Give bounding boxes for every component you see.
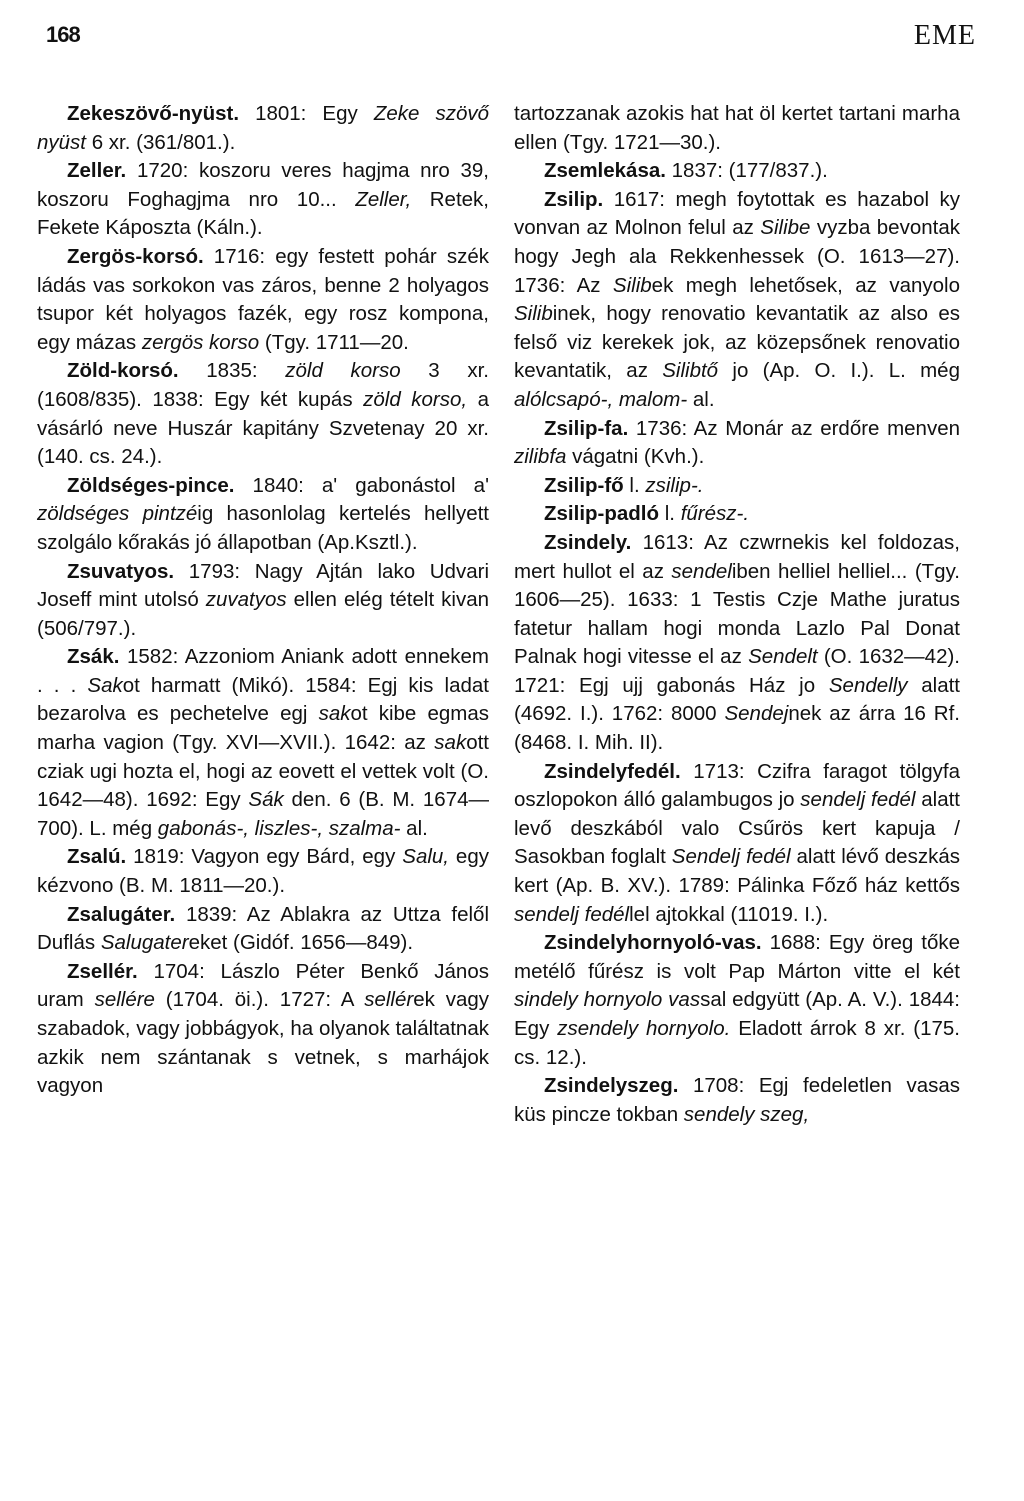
dictionary-entry xyxy=(514,929,960,1072)
entry-headword: Zsilip. xyxy=(544,187,604,211)
entry-text: alatt lévő deszkás kert (Ap. B. XV.). 1789: Pálinka Főző ház kettős xyxy=(514,845,960,898)
entry-headword: Zöldséges-pince. xyxy=(67,473,235,497)
dictionary-entry xyxy=(37,100,489,157)
entry-headword: Zsindely. xyxy=(544,530,632,554)
dictionary-entry xyxy=(514,500,960,529)
entry-text: lel ajtokkal (11019. I.). xyxy=(629,902,829,926)
entry-text: Eladott árrok 8 xr. (175. cs. 12.). xyxy=(514,1017,960,1069)
entry-text: den. 6 (B. M. 1674—700). L. még xyxy=(37,788,490,840)
dictionary-entry xyxy=(37,558,489,644)
entry-text: jo (Ap. O. I.). L. még xyxy=(718,359,960,383)
entry-text: ott cziak ugi hozta el, hogi az eovett el vettek volt (O. 1642—48). 1692: Egy xyxy=(37,731,489,812)
italic-term: Silibe xyxy=(760,216,811,240)
entry-text: 1688: Egy öreg tőke metélő fűrész is volt Pap Márton vitte el két xyxy=(514,931,960,983)
entry-text: (1704. öi.). 1727: A xyxy=(154,988,365,1012)
entry-headword: Zsilip-fő xyxy=(544,473,624,497)
entry-headword: Zöld-korsó. xyxy=(67,359,179,383)
entry-headword: Zsellér. xyxy=(67,959,138,983)
entry-text: 1793: Nagy Ajtán lako Udvari Joseff mint utolsó xyxy=(37,559,489,612)
dictionary-entry xyxy=(37,843,489,900)
entry-headword: Zsilip-padló xyxy=(544,502,660,526)
italic-term: zergös korso xyxy=(141,330,260,354)
dictionary-entry xyxy=(514,415,960,472)
entry-text: 6 xr. (361/801.). xyxy=(86,130,236,154)
entry-headword: Zsalugáter. xyxy=(67,902,176,926)
italic-term: Silib xyxy=(612,273,652,297)
dictionary-entry xyxy=(37,357,489,471)
italic-term: sendelj fedél xyxy=(800,788,916,812)
entry-text: al. xyxy=(687,387,715,411)
dictionary-entry xyxy=(37,643,489,843)
entry-text: a vásárló neve Huszár kapitány Szvetenay 20 xr. (140. cs. 24.). xyxy=(37,387,489,469)
dictionary-entry xyxy=(514,1072,960,1129)
italic-term: zsendely hornyolo. xyxy=(557,1017,731,1040)
entry-text: alatt (4692. I.). 1762: 8000 xyxy=(514,673,960,726)
italic-term: zöldséges pintzé xyxy=(37,502,198,526)
entry-text: iben helliel helliel... (Tgy. 1606—25). 1633: 1 Testis Czje Mathe juratus fatetur hallam hogi monda Lazlo Pal Donat Palnak hogi vitesse el az xyxy=(514,559,960,669)
entry-text: ot kibe egmas marha vagion (Tgy. XVI—XVII.). 1642: az xyxy=(37,702,489,755)
left-column xyxy=(37,100,489,1101)
running-head: EME xyxy=(913,20,976,51)
entry-headword: Zsilip-fa. xyxy=(544,416,629,440)
dictionary-entry xyxy=(37,243,489,357)
entry-headword: Zergös-korsó. xyxy=(67,244,204,268)
entry-headword: Zeller. xyxy=(67,159,127,183)
entry-text: ek megh lehetősek, az vanyolo xyxy=(651,273,961,297)
entry-text: (Tgy. 1711—20. xyxy=(259,330,409,354)
entry-text: 1819: Vagyon egy Bárd, egy xyxy=(126,845,403,869)
italic-term: sak xyxy=(434,731,467,755)
entry-text: l. xyxy=(623,473,646,497)
entry-headword: Zsindelyhornyoló-vas. xyxy=(544,931,762,955)
entry-headword: Zsuvatyos. xyxy=(67,559,175,583)
page-header xyxy=(46,22,976,62)
italic-term: gabonás-, liszles-, szalma- xyxy=(157,816,401,840)
entry-text: 1837: (177/837.). xyxy=(665,159,828,183)
italic-term: alólcsapó-, malom- xyxy=(514,387,688,411)
entry-text: ellen elég tételt kivan (506/797.). xyxy=(37,588,490,640)
italic-term: Sendelt xyxy=(748,645,818,669)
entry-text: 3 xr. (1608/835). 1838: Egy két kupás xyxy=(37,359,489,411)
italic-term: Sak xyxy=(87,673,123,697)
italic-term: Silibtő xyxy=(662,359,719,383)
italic-term: Salu, xyxy=(402,845,449,869)
entry-text: 1582: Azzoniom Aniank adott ennekem . . . xyxy=(37,645,489,697)
dictionary-entry xyxy=(514,758,960,930)
italic-term: zöld korso, xyxy=(363,387,468,411)
entry-text: egy kézvono (B. M. 1811—20.). xyxy=(37,845,489,898)
italic-term: Zeke szövő nyüst xyxy=(37,102,489,154)
italic-term: Sák xyxy=(248,788,284,812)
italic-term: sak xyxy=(318,702,351,726)
italic-term: zöld korso xyxy=(285,359,401,383)
entry-text: ot harmatt (Mikó). 1584: Egj kis ladat bezarolva es pechetelve egj xyxy=(37,673,489,726)
entry-text: 1713: Czifra faragot tölgyfa oszlopokon álló galambugos jo xyxy=(514,759,960,812)
entry-text: ek vagy szabadok, vagy jobbágyok, ha olyanok találtatnak azkik nem szántanak s vetnek, s marhájok vagyon xyxy=(37,988,490,1098)
entry-text: alatt levő deszkából valo Csűrös kert kapuja / Sasokban foglalt xyxy=(514,788,960,869)
dictionary-entry xyxy=(37,958,489,1101)
dictionary-entry xyxy=(37,157,489,243)
dictionary-entry xyxy=(37,901,489,958)
entry-text: 1613: Az czwrnekis kel foldozas, mert hullot el az xyxy=(514,530,960,583)
entry-text: al. xyxy=(400,816,428,840)
entry-text: 1736: Az Monár az erdőre menven xyxy=(628,416,960,440)
entry-text: (O. 1632—42). 1721: Egj ujj gabonás Ház jo xyxy=(514,645,960,697)
entry-headword: Zsindelyfedél. xyxy=(544,759,681,783)
entry-text: 1840: a' gabonástol a' xyxy=(234,473,489,497)
entry-headword: Zsindelyszeg. xyxy=(544,1074,679,1098)
italic-term: zuvatyos xyxy=(205,588,287,612)
entry-text: tartozzanak azokis hat hat öl kertet tartani marha ellen (Tgy. 1721—30.). xyxy=(514,102,960,154)
entry-headword: Zsák. xyxy=(67,645,120,669)
entry-text: 1708: Egj fedeletlen vasas küs pincze tokban xyxy=(514,1074,960,1126)
italic-term: fűrész-. xyxy=(680,502,750,526)
entry-text: sal edgyütt (Ap. A. V.). 1844: Egy xyxy=(514,988,960,1040)
italic-term: sellére xyxy=(94,988,155,1012)
italic-term: zilibfa xyxy=(514,445,567,469)
entry-text: 1839: Az Ablakra az Uttza felől Duflás xyxy=(37,902,489,955)
italic-term: Sendej xyxy=(724,702,789,726)
entry-text: l. xyxy=(659,502,681,526)
entry-text: Retek, Fekete Káposzta (Káln.). xyxy=(37,187,489,240)
italic-term: sendely szeg, xyxy=(683,1102,810,1126)
italic-term: sindely hornyolo vas xyxy=(514,988,701,1012)
italic-term: Zeller, xyxy=(355,187,412,211)
entry-text: vágatni (Kvh.). xyxy=(566,445,705,469)
entry-headword: Zsalú. xyxy=(67,845,127,869)
dictionary-entry xyxy=(37,472,489,558)
entry-continuation xyxy=(514,100,960,157)
dictionary-entry xyxy=(514,186,960,415)
italic-term: sendel xyxy=(671,559,732,583)
page-number: 168 xyxy=(46,22,80,47)
entry-text: 1801: Egy xyxy=(239,102,374,125)
entry-headword: Zekeszövő-nyüst. xyxy=(67,102,240,125)
italic-term: Sendelly xyxy=(828,673,908,697)
italic-term: Silib xyxy=(514,302,553,326)
entry-text: 1617: megh foytottak es hazabol ky vonvan az Molnon felul az xyxy=(514,187,960,240)
entry-headword: Zsemlekása. xyxy=(544,159,666,183)
entry-text: vyzba bevontak hogy Jegh ala Rekkenhessek (O. 1613—27). 1736: Az xyxy=(514,216,960,297)
entry-text: 1704: Lászlo Péter Benkő János uram xyxy=(37,959,489,1012)
entry-text: inek, hogy renovatio kevantatik az also es felső viz kerekek jok, az közepsőnek renovatio kevantatik, az xyxy=(514,302,960,383)
entry-text: eket (Gidóf. 1656—849). xyxy=(188,931,414,955)
entry-text: nek az árra 16 Rf. (8468. I. Mih. II). xyxy=(514,702,960,755)
dictionary-entry xyxy=(514,157,960,186)
dictionary-entry xyxy=(514,472,960,501)
entry-text: ig hasonlolag kertelés hellyett szolgálo kőrakás jó állapotban (Ap.Ksztl.). xyxy=(37,502,489,554)
italic-term: zsilip-. xyxy=(645,473,704,497)
entry-text: 1835: xyxy=(178,359,286,383)
italic-term: sendelj fedél xyxy=(514,902,630,926)
entry-text: 1720: koszoru veres hagjma nro 39, koszoru Foghagjma nro 10... xyxy=(37,159,489,211)
dictionary-entry xyxy=(514,529,960,758)
italic-term: sellér xyxy=(364,988,414,1012)
right-column xyxy=(514,100,960,1129)
italic-term: Salugater xyxy=(100,931,189,955)
entry-text: 1716: egy festett pohár szék ládás vas sorkokon vas záros, benne 2 holyagos tsupor két holyagos fazék, egy rosz kompona, egy mázas xyxy=(37,244,489,354)
italic-term: Sendelj fedél xyxy=(671,845,791,869)
